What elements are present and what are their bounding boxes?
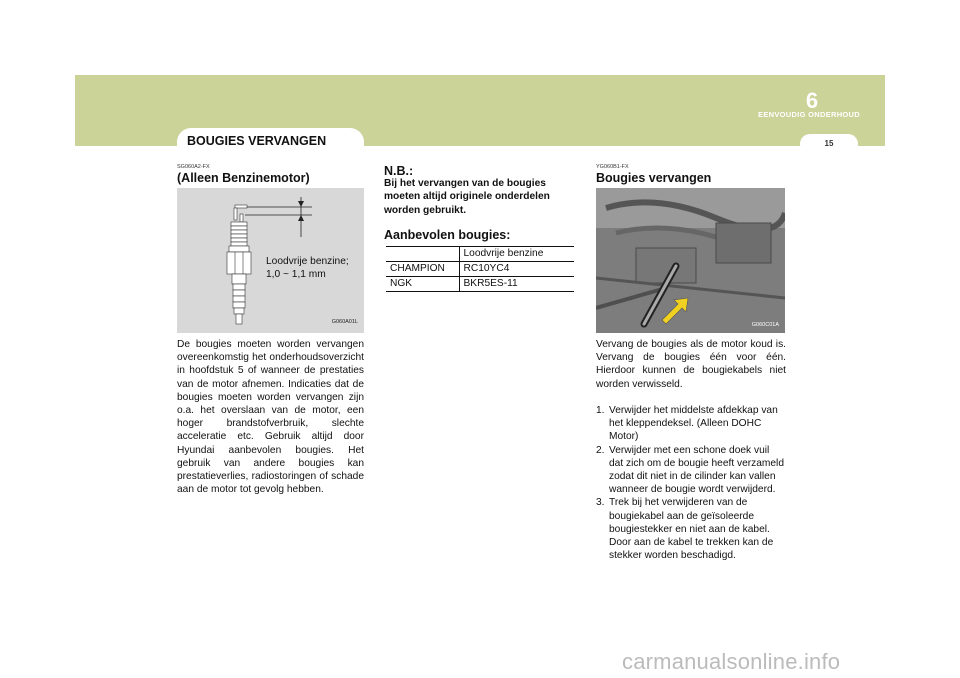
- nb-title: N.B.:: [384, 164, 414, 178]
- recommended-title: Aanbevolen bougies:: [384, 228, 511, 242]
- table-cell: Loodvrije benzine: [459, 247, 574, 262]
- table-row: [386, 262, 574, 277]
- step-number: 1.: [596, 405, 605, 416]
- section-code: SG060A2-FX: [177, 164, 210, 170]
- figure-code: G060A01L: [331, 319, 358, 325]
- engine-bay-icon: [596, 188, 785, 333]
- gap-label-line1: Loodvrije benzine;: [266, 256, 349, 267]
- list-item: [596, 444, 786, 497]
- step-number: 2.: [596, 444, 605, 456]
- section-heading: (Alleen Benzinemotor): [177, 171, 310, 185]
- page-number: 15: [800, 134, 858, 154]
- table-cell: BKR5ES-11: [459, 277, 574, 292]
- section-title: BOUGIES VERVANGEN: [177, 128, 364, 154]
- footer-watermark: carmanualsonline.info: [622, 649, 841, 674]
- step-text: Verwijder met een schone doek vuil dat zich om de bougie heeft verzameld zodat dit niet in de cilinder kan vallen wanneer de bougie wordt verwijderd.: [609, 444, 784, 496]
- step-number: 3.: [596, 497, 605, 509]
- step-text: Trek bij het verwijderen van de bougiekabel aan de geïsoleerde bougiestekker en niet aan de kabel. Door aan de kabel te trekken kan de stekker worden beschadigd.: [609, 497, 774, 562]
- section-code-right: YG060B1-FX: [596, 164, 629, 170]
- chapter-label: EENVOUDIG ONDERHOUD: [758, 110, 860, 119]
- table-cell: RC10YC4: [459, 262, 574, 277]
- nb-text: Bij het vervangen van de bougies moeten altijd originele onderdelen worden gebruikt.: [384, 178, 550, 216]
- table-cell: CHAMPION: [386, 262, 459, 277]
- table-row: [386, 277, 574, 292]
- left-body-text: De bougies moeten worden vervangen overeenkomstig het onderhoudsoverzicht in hoofdstuk 5 of wanneer de prestaties van de motor afnemen. Indicaties dat de bougies moeten worden vervangen zijn o.a. het overslaan van de motor, een hoger brandstofverbruik, slechte acceleratie etc. Gebruik altijd door Hyundai aanbevolen bougies. Het gebruik van andere bougies kan prestatieverlies, radiostoringen of schade aan de motor tot gevolg hebben.: [177, 339, 364, 496]
- table-cell: [386, 247, 459, 262]
- gap-label-line2: 1,0 ~ 1,1 mm: [266, 268, 326, 280]
- right-intro-text: Vervang de bougies als de motor koud is. Vervang de bougies één voor één. Hierdoor kunnen de bougiekabels niet worden verwisseld.: [596, 339, 786, 390]
- engine-photo: [596, 188, 785, 333]
- list-item: [596, 496, 786, 562]
- steps-list: [596, 404, 786, 562]
- figure-code-right: G060C01A: [751, 322, 779, 328]
- spark-plug-table: [386, 246, 574, 292]
- list-item: [596, 404, 786, 444]
- section-heading-right: Bougies vervangen: [596, 171, 712, 185]
- step-text: Verwijder het middelste afdekkap van het kleppendeksel. (Alleen DOHC Motor): [609, 405, 778, 443]
- spark-plug-figure: [177, 188, 364, 333]
- table-cell: NGK: [386, 277, 459, 292]
- table-header-row: [386, 247, 574, 262]
- chapter-number: 6: [805, 88, 819, 113]
